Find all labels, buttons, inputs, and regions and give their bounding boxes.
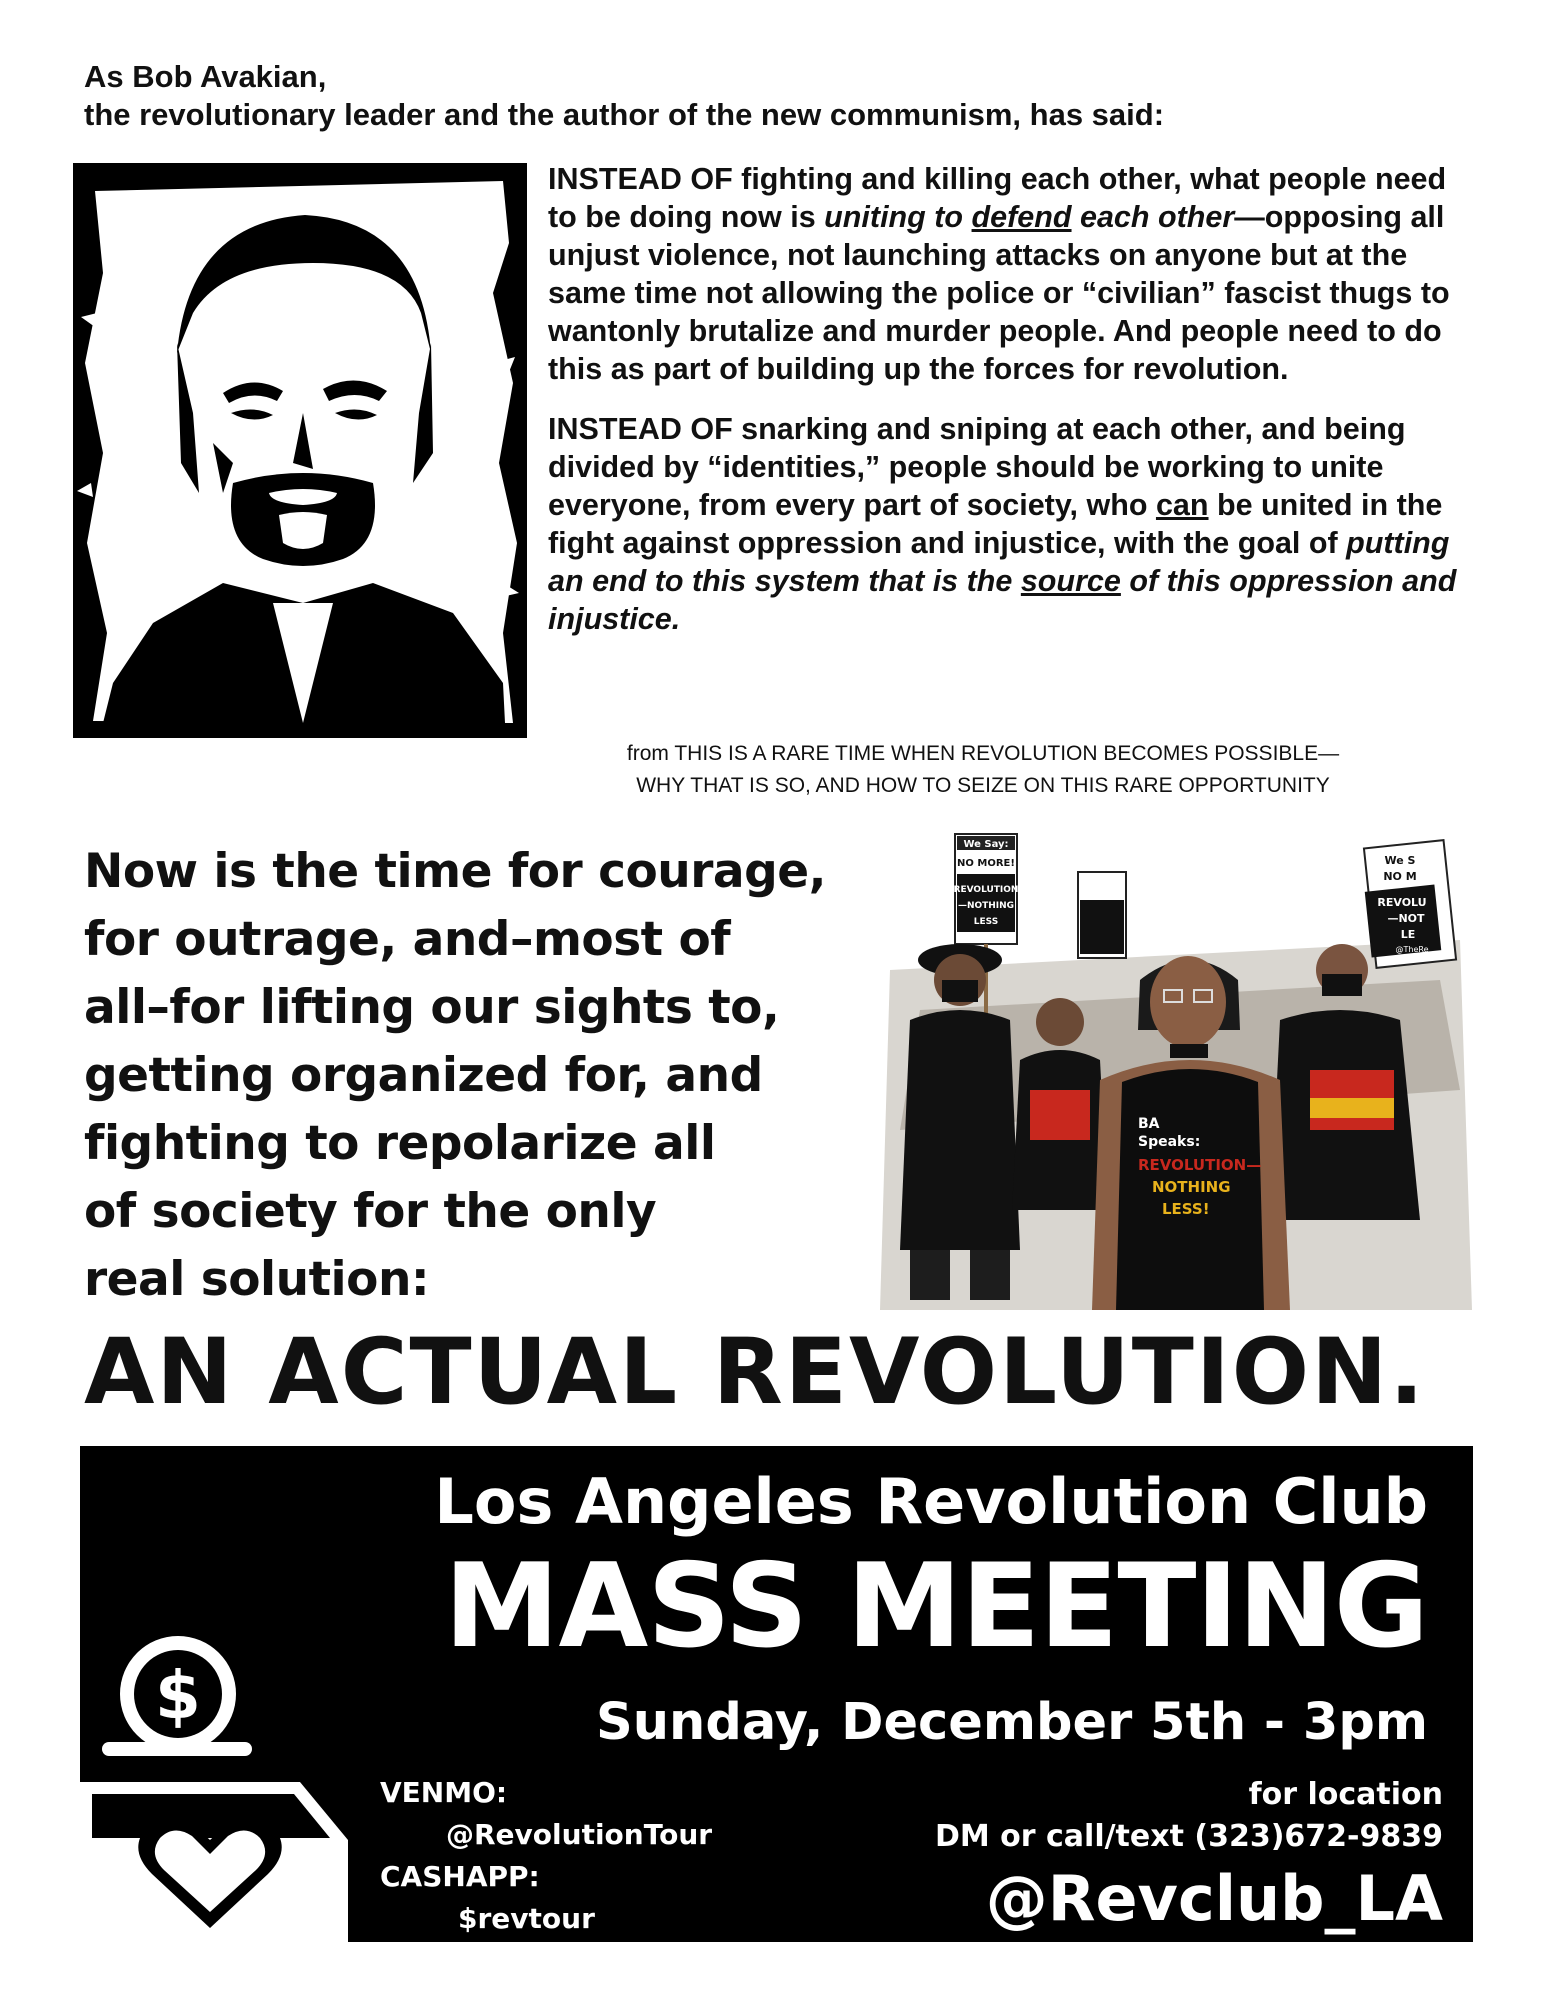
cashapp-handle: $revtour [458,1902,595,1935]
quote-p1-a: INSTEAD OF fighting and killing each other, what people need to be doing now is [548,162,1447,234]
callout-line: fighting to repolarize all [84,1116,716,1171]
shirt-line: NOTHING [1152,1178,1231,1196]
source-line-1: from THIS IS A RARE TIME WHEN REVOLUTION BECOMES POSSIBLE— [626,742,1340,765]
quote-paragraph-1 [548,160,1478,388]
sign1-line: REVOLUTION [953,885,1019,895]
protest-photo [860,830,1472,1310]
callout-line: all–for lifting our sights to, [84,980,780,1035]
quote-p1-e: —opposing all unjust violence, not launching attacks on anyone but at the same time not allowing the police or “civilian” fascist thugs to wantonly brutalize and murder people. And people need to do this as part of building up the forces for revolution. [548,200,1450,386]
portrait-illustration [73,163,527,738]
quote-p2-f: of this oppression and injustice. [548,564,1457,636]
sign1-line: —NOTHING [957,901,1015,911]
sign2-line: NO M [1383,870,1417,883]
event-title: MASS MEETING [444,1539,1428,1674]
contact-line-2: DM or call/text (323)672-9839 [934,1819,1443,1854]
callout-line: Now is the time for courage, [84,844,826,899]
sign2-line: REVOLU [1377,896,1427,909]
contact-info [935,1774,1443,1858]
sign2-line: @TheRe [1395,945,1429,954]
cashapp-label: CASHAPP: [380,1860,540,1893]
callout-line: getting organized for, and [84,1048,763,1103]
contact-line-1: for location [1248,1777,1443,1812]
sign2-line: —NOT [1387,912,1425,925]
intro-line-1: As Bob Avakian, [84,59,327,94]
payment-info [380,1772,760,1940]
quote-source [548,738,1418,802]
venmo-label: VENMO: [380,1776,508,1809]
sign2-line: LE [1400,928,1416,941]
donation-box-icon [80,1606,360,1942]
shirt-line: BA [1138,1116,1160,1132]
bob-avakian-portrait [73,163,527,738]
shirt-line: Speaks: [1138,1134,1201,1150]
donation-icon-graphic [80,1606,360,1942]
quote-block [548,160,1478,660]
quote-p2-d: putting an end to this system that is the [548,526,1450,598]
social-handle: @Revclub_LA [985,1862,1443,1935]
quote-p2-b: can [1155,488,1209,522]
quote-p2-e: source [1020,564,1121,598]
headline: AN ACTUAL REVOLUTION. [84,1320,1426,1425]
quote-p1-b: uniting to [824,200,972,234]
shirt-line: LESS! [1162,1200,1210,1218]
venmo-handle: @RevolutionTour [446,1818,713,1851]
sign1-line: LESS [973,917,999,927]
quote-p2-c: be united in the fight against oppression and injustice, with the goal of [548,488,1443,560]
dollar-sign-icon: $ [155,1657,201,1734]
quote-paragraph-2 [548,410,1478,638]
event-panel [80,1446,1473,1942]
shirt-line: REVOLUTION— [1138,1156,1262,1174]
quote-p2-e-emphasis [1021,564,1121,598]
sign1-line: NO MORE! [957,858,1015,869]
sign2-line: We S [1384,854,1416,867]
callout-line: for outrage, and–most of [84,912,731,967]
quote-p1-d: each other [1071,200,1235,234]
intro-line-2: the revolutionary leader and the author of the new communism, has said: [84,97,1165,132]
source-line-2: WHY THAT IS SO, AND HOW TO SEIZE ON THIS RARE OPPORTUNITY [636,774,1330,797]
intro [84,58,1484,134]
sign1-line: We Say: [963,839,1009,850]
callout-line: of society for the only [84,1184,657,1239]
event-datetime: Sunday, December 5th - 3pm [596,1693,1428,1752]
protest-illustration [860,830,1472,1310]
quote-p2-a: INSTEAD OF snarking and sniping at each other, and being divided by “identities,” people should be working to unite everyone, from every part of society, who [548,412,1406,522]
callout-text [84,838,904,1314]
quote-p1-c: defend [971,200,1072,234]
club-name: Los Angeles Revolution Club [434,1465,1428,1538]
callout-line: real solution: [84,1252,430,1307]
quote-p1-c-emphasis [972,200,1072,234]
